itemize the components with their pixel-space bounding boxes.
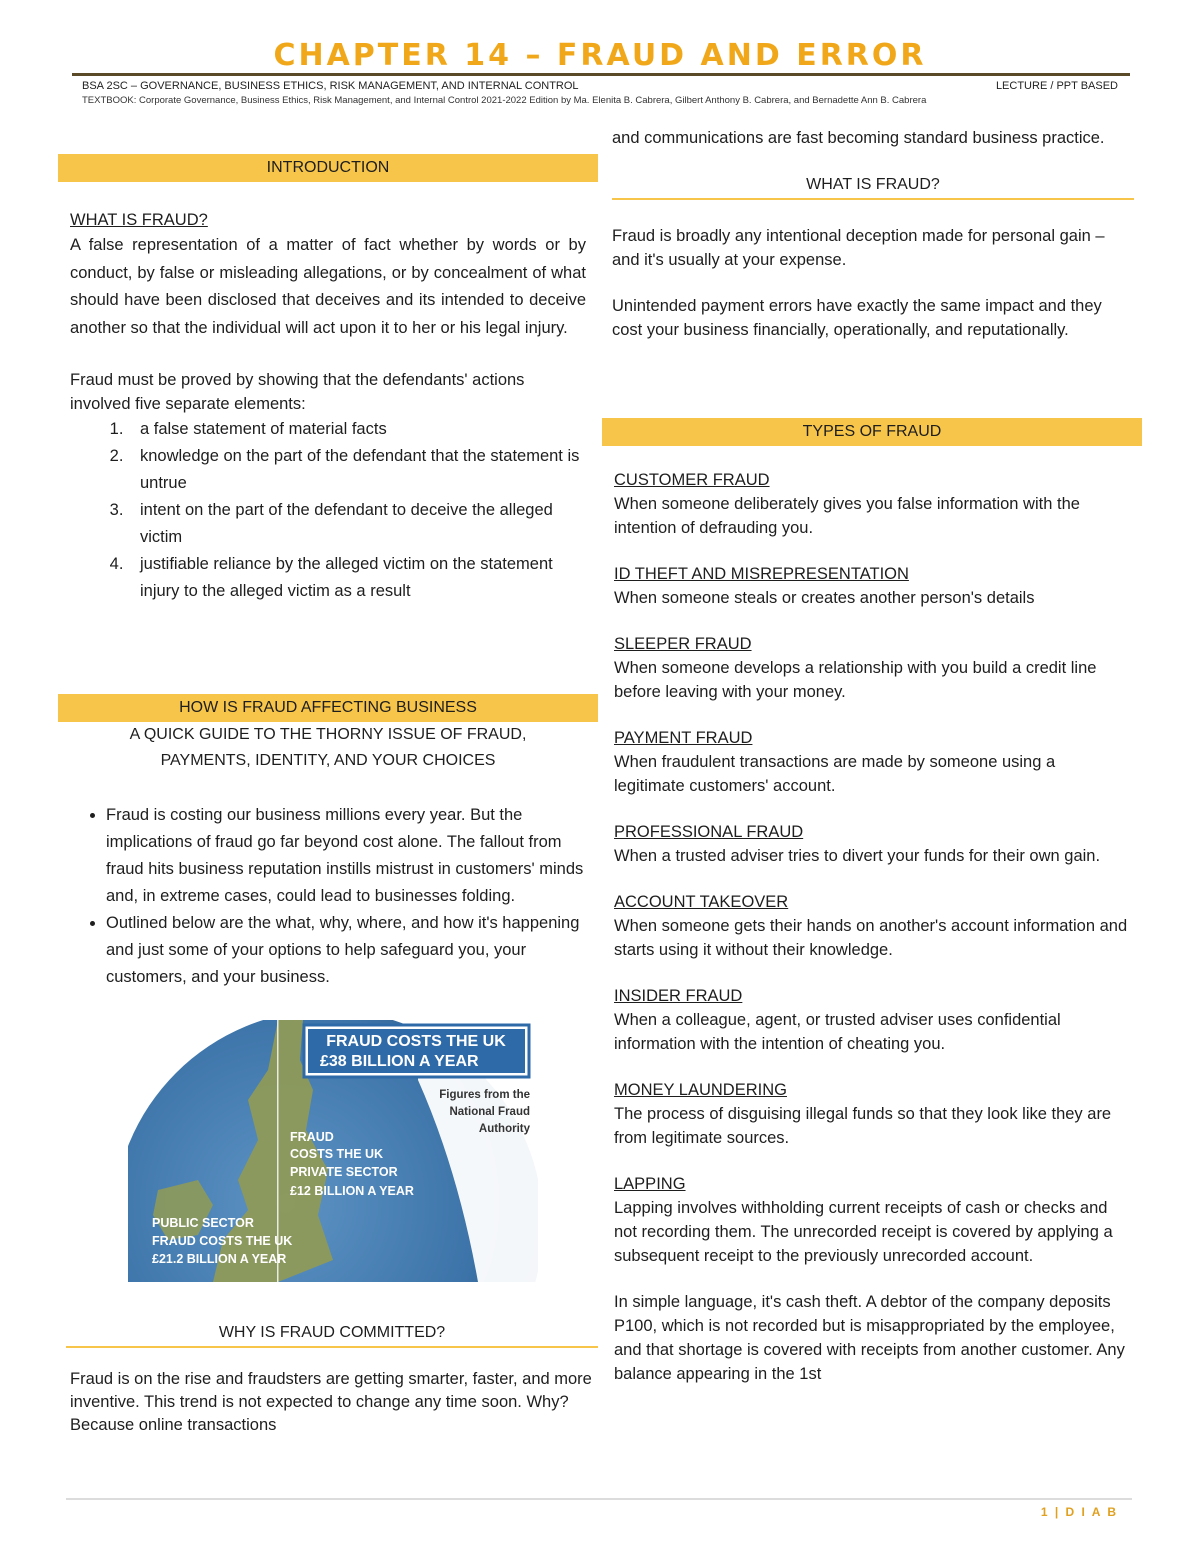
lapping-example: In simple language, it's cash theft. A debtor of the company deposits P100, which is not recorded but is misappropriated by the employee, and that shortage is covered with receipts from another customer. Any balance appearing in the 1st xyxy=(614,1293,1125,1383)
fraud-definition: A false representation of a matter of fact whether by words or by conduct, by false or misleading allegations, or by concealment of what should have been disclosed that deceives and its intended to deceive another so that the individual will act upon it to her or his legal injury. xyxy=(70,236,586,337)
public-line1: PUBLIC SECTOR xyxy=(152,1216,254,1230)
what-p2: Unintended payment errors have exactly the same impact and they cost your business financially, operationally, and reputationally. xyxy=(612,297,1102,339)
type-item xyxy=(614,632,1128,704)
private-line3: PRIVATE SECTOR xyxy=(290,1165,398,1179)
type-item xyxy=(614,562,1128,610)
elements-intro: Fraud must be proved by showing that the defendants' actions involved five separate elements: xyxy=(70,371,525,413)
left-column xyxy=(58,154,598,605)
types-section xyxy=(602,418,1142,1386)
private-line2: COSTS THE UK xyxy=(290,1147,384,1161)
public-line3: £21.2 BILLION A YEAR xyxy=(152,1252,287,1266)
type-name: SLEEPER FRAUD xyxy=(614,635,752,653)
page-number: 1 | D I A B xyxy=(1040,1505,1118,1519)
type-name: PROFESSIONAL FRAUD xyxy=(614,823,804,841)
type-desc: When a trusted adviser tries to divert your funds for their own gain. xyxy=(614,847,1101,865)
type-name: CUSTOMER FRAUD xyxy=(614,471,770,489)
type-desc: When someone gets their hands on another's account information and starts using it without their knowledge. xyxy=(614,917,1128,959)
type-desc: The process of disguising illegal funds so that they look like they are from legitimate sources. xyxy=(614,1105,1112,1147)
affecting-section xyxy=(58,694,598,991)
source-line2: National Fraud xyxy=(449,1106,530,1118)
type-name: INSIDER FRAUD xyxy=(614,987,743,1005)
type-desc: When someone develops a relationship with you build a credit line before leaving with your money. xyxy=(614,659,1097,701)
course-label: BSA 2SC – GOVERNANCE, BUSINESS ETHICS, RISK MANAGEMENT, AND INTERNAL CONTROL xyxy=(82,80,579,92)
type-name: MONEY LAUNDERING xyxy=(614,1081,787,1099)
type-name: PAYMENT FRAUD xyxy=(614,729,753,747)
banner-line1: FRAUD COSTS THE UK xyxy=(326,1033,506,1050)
affecting-bullets xyxy=(58,802,598,991)
affecting-subtitle: A QUICK GUIDE TO THE THORNY ISSUE OF FRAUD, PAYMENTS, IDENTITY, AND YOUR CHOICES xyxy=(129,726,527,769)
fraud-costs-infographic xyxy=(128,1020,538,1282)
what-is-fraud-heading: WHAT IS FRAUD? xyxy=(70,211,208,229)
affecting-band: HOW IS FRAUD AFFECTING BUSINESS xyxy=(58,694,598,722)
continuation-text: and communications are fast becoming standard business practice. xyxy=(612,129,1105,147)
list-item: • Outlined below are the what, why, where, and how it's happening and just some of your options to help safeguard you, your customers, and your business. xyxy=(106,910,598,991)
public-line2: FRAUD COSTS THE UK xyxy=(152,1234,293,1248)
elements-list xyxy=(58,416,598,578)
type-item xyxy=(614,1172,1128,1268)
private-line1: FRAUD xyxy=(290,1130,334,1144)
types-band: TYPES OF FRAUD xyxy=(602,418,1142,446)
source-line3: Authority xyxy=(478,1123,530,1135)
why-heading: WHY IS FRAUD COMMITTED? xyxy=(66,1320,598,1348)
type-desc: When a colleague, agent, or trusted adviser uses confidential information with the intention of cheating you. xyxy=(614,1011,1061,1053)
type-item xyxy=(614,984,1128,1056)
type-desc: Lapping involves withholding current receipts of cash or checks and not recording them. The unrecorded receipt is covered by applying a subsequent receipt to the previously unrecorded account. xyxy=(614,1199,1113,1265)
type-desc: When fraudulent transactions are made by someone using a legitimate customers' account. xyxy=(614,753,1056,795)
type-desc: When someone deliberately gives you false information with the intention of defrauding you. xyxy=(614,495,1080,537)
type-item xyxy=(614,468,1128,540)
list-item: 4. justifiable reliance by the alleged victim on the statement xyxy=(128,551,598,578)
type-desc: When someone steals or creates another person's details xyxy=(614,589,1035,607)
type-item xyxy=(614,1078,1128,1150)
header-rule xyxy=(72,73,1130,76)
type-name: ID THEFT AND MISREPRESENTATION xyxy=(614,565,909,583)
list-item: • Fraud is costing our business millions every year. But the implications of fraud go far beyond cost alone. The fallout from fraud hits business reputation instills mistrust in customers' minds and, in extreme cases, could lead to businesses folding. xyxy=(106,802,598,910)
source-line1: Figures from the xyxy=(439,1089,530,1101)
banner-line2: £38 BILLION A YEAR xyxy=(320,1053,479,1070)
private-line4: £12 BILLION A YEAR xyxy=(290,1184,414,1198)
type-item xyxy=(614,820,1128,868)
list-item: 1. a false statement of material facts xyxy=(128,416,598,443)
chapter-title: CHAPTER 14 – FRAUD AND ERROR xyxy=(273,38,927,73)
type-item xyxy=(614,890,1128,962)
introduction-band: INTRODUCTION xyxy=(58,154,598,182)
type-name: LAPPING xyxy=(614,1175,686,1193)
why-text: Fraud is on the rise and fraudsters are getting smarter, faster, and more inventive. This trend is not expected to change any time soon. Why? Because online transactions xyxy=(70,1370,592,1434)
footer-rule xyxy=(66,1498,1132,1500)
what-is-fraud-heading-2: WHAT IS FRAUD? xyxy=(612,172,1134,200)
lecture-label: LECTURE / PPT BASED xyxy=(995,80,1118,92)
type-item xyxy=(614,726,1128,798)
element-extra: injury to the alleged victim as a result xyxy=(140,582,411,600)
textbook-label: TEXTBOOK: Corporate Governance, Business Ethics, Risk Management, and Internal Control 2021-2022 Edition by Ma. Elenita B. Cabrera, Gilbert Anthony B. Cabrera, and Bernadette Ann B. Cabrera xyxy=(82,95,927,106)
list-item: 2. knowledge on the part of the defendant that the statement is untrue xyxy=(128,443,598,497)
right-column-top xyxy=(612,126,1134,342)
types-list xyxy=(602,468,1142,1386)
list-item: 3. intent on the part of the defendant to deceive the alleged victim xyxy=(128,497,598,551)
what-p1: Fraud is broadly any intentional deception made for personal gain – and it's usually at your expense. xyxy=(612,227,1105,269)
type-name: ACCOUNT TAKEOVER xyxy=(614,893,789,911)
why-section xyxy=(66,1320,598,1437)
